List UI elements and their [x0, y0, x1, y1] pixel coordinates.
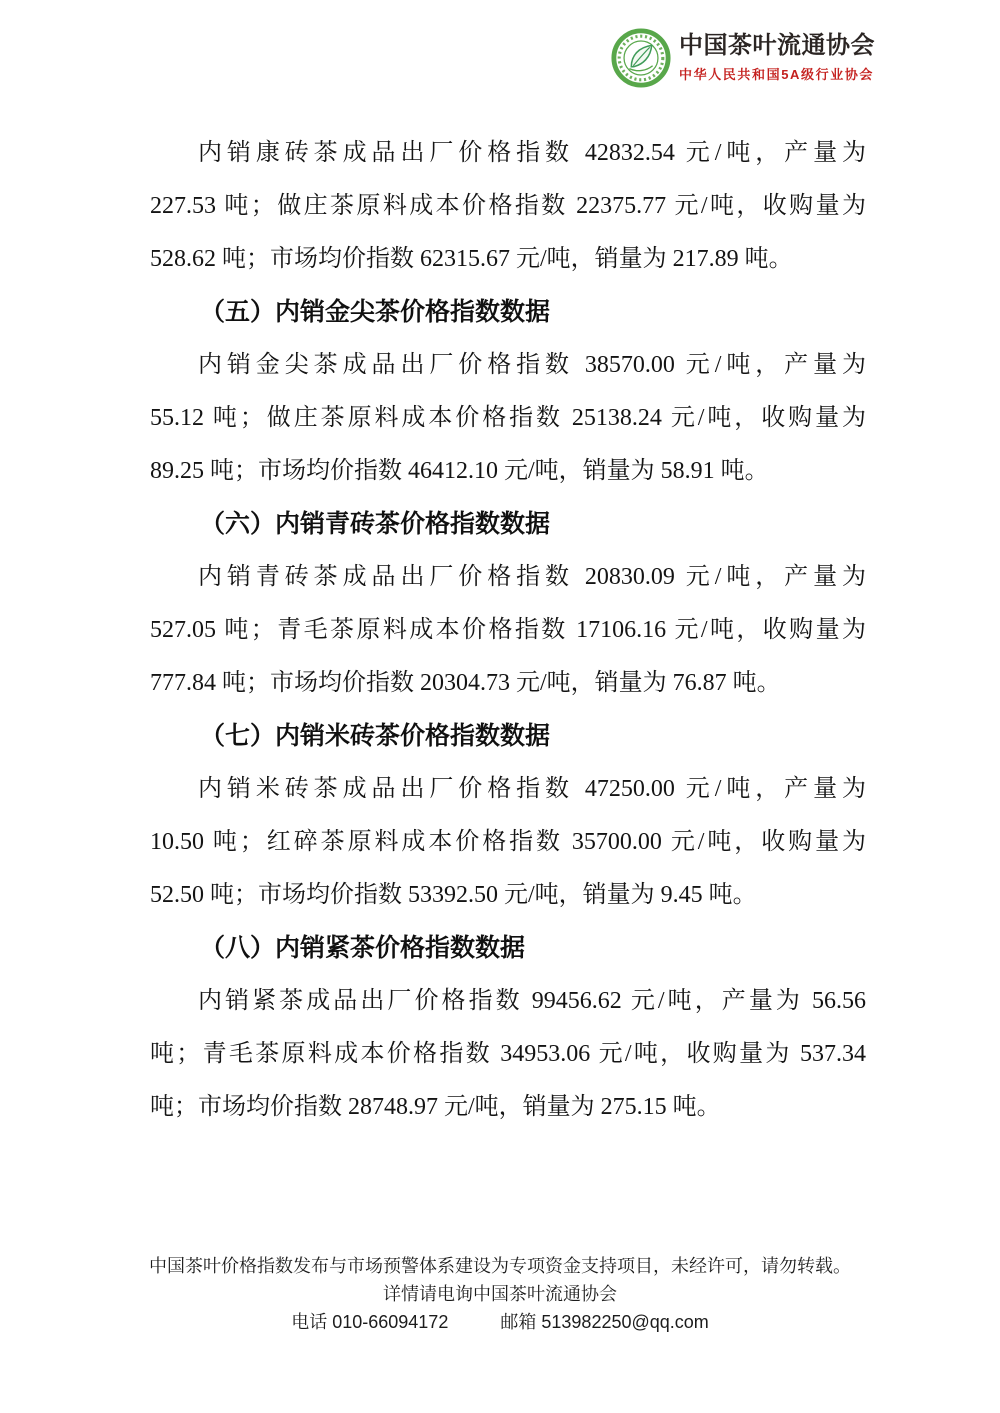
paragraph-mizhuan-tea [150, 763, 866, 922]
section-heading-8: （八）内销紧茶价格指数数据 [200, 934, 526, 962]
paragraph-line: 55.12 吨；做庄茶原料成本价格指数 25138.24 元/吨，收购量为 [150, 405, 866, 431]
paragraph-kangzhuan-tea [150, 127, 866, 286]
phone-number: 010-66094172 [332, 1312, 449, 1332]
tea-leaf-emblem-icon [610, 27, 672, 89]
org-header [610, 27, 875, 89]
org-title-block [679, 27, 875, 83]
paragraph-line: 528.62 吨；市场均价指数 62315.67 元/吨，销量为 217.89 吨。 [150, 246, 793, 272]
paragraph-line: 吨；市场均价指数 28748.97 元/吨，销量为 275.15 吨。 [150, 1094, 721, 1120]
paragraph-line: 内销紧茶成品出厂价格指数 99456.62 元/吨，产量为 56.56 [198, 988, 866, 1014]
paragraph-line: 777.84 吨；市场均价指数 20304.73 元/吨，销量为 76.87 吨。 [150, 670, 781, 696]
phone-label: 电话 [291, 1312, 328, 1332]
org-subtitle: 中华人民共和国5A级行业协会 [679, 66, 875, 82]
footer-contact-line: 详情请电询中国茶叶流通协会 [383, 1284, 617, 1304]
paragraph-line: 内销康砖茶成品出厂价格指数 42832.54 元/吨，产量为 [198, 140, 866, 166]
paragraph-line: 内销青砖茶成品出厂价格指数 20830.09 元/吨，产量为 [198, 564, 866, 590]
paragraph-line: 10.50 吨；红碎茶原料成本价格指数 35700.00 元/吨，收购量为 [150, 829, 866, 855]
paragraph-jin-tea [150, 975, 866, 1134]
paragraph-line: 吨；青毛茶原料成本价格指数 34953.06 元/吨，收购量为 537.34 [150, 1041, 866, 1067]
footer-notice: 中国茶叶价格指数发布与市场预警体系建设为专项资金支持项目，未经许可，请勿转载。 [149, 1256, 851, 1276]
document-body [150, 127, 866, 1134]
org-name: 中国茶叶流通协会 [679, 33, 875, 59]
paragraph-line: 227.53 吨；做庄茶原料成本价格指数 22375.77 元/吨，收购量为 [150, 193, 866, 219]
paragraph-jinjian-tea [150, 339, 866, 498]
section-heading-5: （五）内销金尖茶价格指数数据 [200, 298, 551, 326]
paragraph-line: 89.25 吨；市场均价指数 46412.10 元/吨，销量为 58.91 吨。 [150, 458, 769, 484]
paragraph-line: 527.05 吨；青毛茶原料成本价格指数 17106.16 元/吨，收购量为 [150, 617, 866, 643]
email-address: 513982250@qq.com [541, 1312, 709, 1332]
paragraph-line: 内销米砖茶成品出厂价格指数 47250.00 元/吨，产量为 [198, 776, 866, 802]
paragraph-line: 内销金尖茶成品出厂价格指数 38570.00 元/吨，产量为 [198, 352, 866, 378]
email-label: 邮箱 [500, 1312, 537, 1332]
footer-contact-details [0, 1308, 1000, 1336]
paragraph-line: 52.50 吨；市场均价指数 53392.50 元/吨，销量为 9.45 吨。 [150, 882, 757, 908]
section-heading-6: （六）内销青砖茶价格指数数据 [200, 510, 551, 538]
page-footer [0, 1252, 1000, 1336]
paragraph-qingzhuan-tea [150, 551, 866, 710]
section-heading-7: （七）内销米砖茶价格指数数据 [200, 722, 551, 750]
